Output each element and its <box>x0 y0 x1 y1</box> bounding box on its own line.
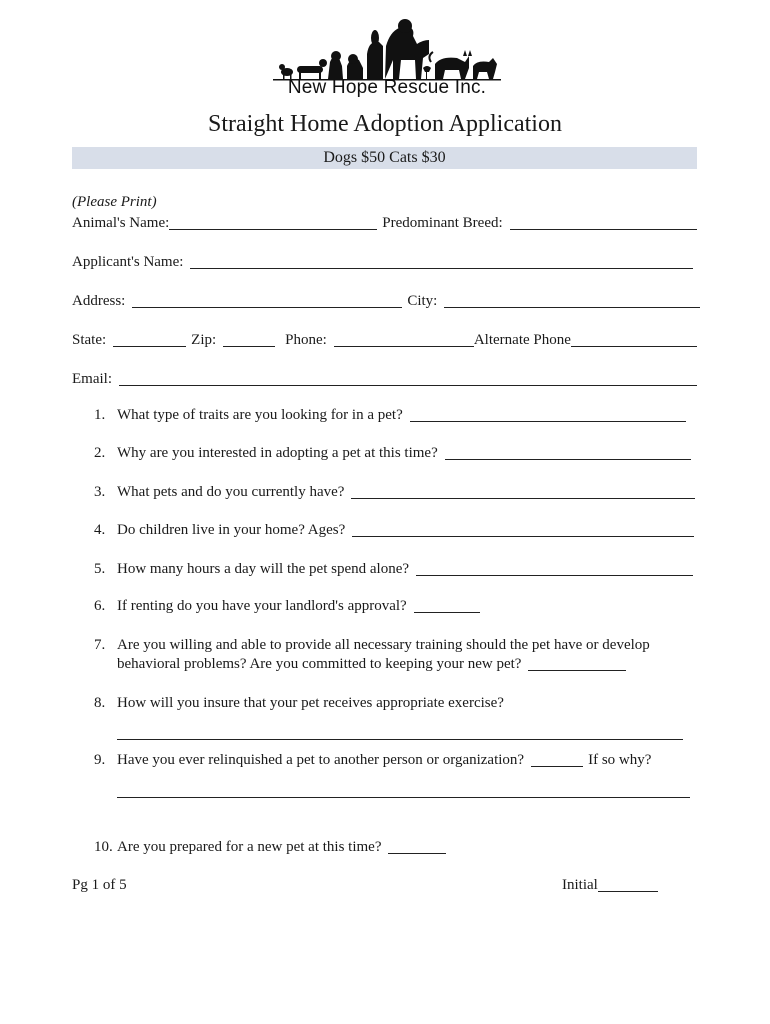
question-5-answer[interactable] <box>416 561 693 576</box>
question-9-answer-line[interactable] <box>117 797 690 798</box>
question-number: 10. <box>94 839 113 855</box>
question-text: How many hours a day will the pet spend alone? <box>117 561 410 577</box>
applicant-row <box>72 251 693 271</box>
email-field[interactable] <box>119 371 697 386</box>
address-field[interactable] <box>132 293 402 308</box>
initial-label: Initial <box>562 877 598 893</box>
city-field[interactable] <box>444 293 700 308</box>
question-number: 8. <box>94 695 106 711</box>
question-text: What pets and do you currently have? <box>117 484 345 500</box>
question-number: 1. <box>94 407 106 423</box>
initial-box <box>562 877 658 894</box>
initial-field[interactable] <box>598 877 658 892</box>
email-label: Email: <box>72 371 112 387</box>
alt-phone-field[interactable] <box>571 332 697 347</box>
state-label: State: <box>72 332 107 348</box>
question-text-followup: If so why? <box>588 752 652 768</box>
question-text: Are you prepared for a new pet at this time? <box>117 839 382 855</box>
address-row <box>72 290 700 310</box>
question-3-answer[interactable] <box>351 484 695 499</box>
organization-name: New Hope Rescue Inc. <box>287 77 487 98</box>
form-title: Straight Home Adoption Application <box>208 111 562 137</box>
question-text: Why are you interested in adopting a pet at this time? <box>117 445 438 461</box>
print-note: (Please Print) <box>72 194 157 210</box>
question-4-answer[interactable] <box>352 522 694 537</box>
question-text-continued: behavioral problems? Are you committed to keeping your new pet? <box>117 656 522 672</box>
question-number: 3. <box>94 484 106 500</box>
question-number: 9. <box>94 752 106 768</box>
animal-name-field[interactable] <box>169 215 377 230</box>
applicant-name-field[interactable] <box>190 254 693 269</box>
question-6-answer[interactable] <box>414 598 480 613</box>
question-text: Do children live in your home? Ages? <box>117 522 346 538</box>
question-9-answer[interactable] <box>531 752 583 767</box>
state-field[interactable] <box>113 332 186 347</box>
question-text: If renting do you have your landlord's approval? <box>117 598 407 614</box>
question-number: 4. <box>94 522 106 538</box>
question-number: 7. <box>94 637 106 653</box>
question-text: What type of traits are you looking for in a pet? <box>117 407 403 423</box>
question-number: 5. <box>94 561 106 577</box>
phone-label: Phone: <box>285 332 327 348</box>
question-number: 2. <box>94 445 106 461</box>
applicant-name-label: Applicant's Name: <box>72 254 184 270</box>
email-row <box>72 368 697 388</box>
address-label: Address: <box>72 293 126 309</box>
question-number: 6. <box>94 598 106 614</box>
rescue-logo <box>273 16 501 108</box>
question-text: Have you ever relinquished a pet to another person or organization? <box>117 752 525 768</box>
contact-row <box>72 329 697 349</box>
page-number: Pg 1 of 5 <box>72 877 127 893</box>
city-label: City: <box>407 293 438 309</box>
question-1-answer[interactable] <box>410 407 686 422</box>
question-7-answer[interactable] <box>528 656 626 671</box>
animal-breed-row <box>72 212 697 232</box>
fee-banner: Dogs $50 Cats $30 <box>72 147 697 169</box>
question-text: How will you insure that your pet receives appropriate exercise? <box>117 695 504 711</box>
breed-field[interactable] <box>510 215 697 230</box>
alt-phone-label: Alternate Phone <box>473 332 571 348</box>
phone-field[interactable] <box>334 332 474 347</box>
question-10-answer[interactable] <box>388 839 446 854</box>
zip-field[interactable] <box>223 332 275 347</box>
question-text: Are you willing and able to provide all necessary training should the pet have or develop <box>117 637 650 653</box>
zip-label: Zip: <box>191 332 217 348</box>
question-8-answer-line[interactable] <box>117 739 683 740</box>
animals-silhouette-icon <box>273 16 501 82</box>
question-2-answer[interactable] <box>445 445 691 460</box>
animal-name-label: Animal's Name: <box>72 215 170 231</box>
breed-label: Predominant Breed: <box>382 215 503 231</box>
